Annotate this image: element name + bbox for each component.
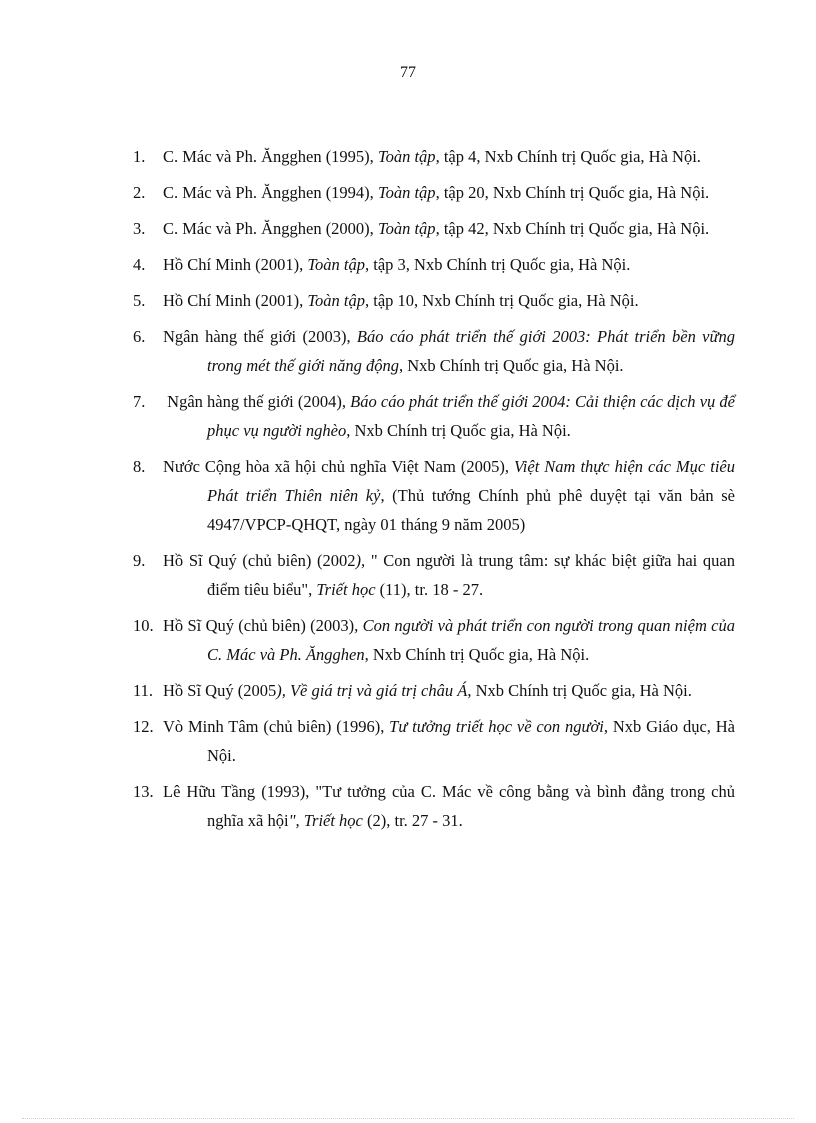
reference-number: 6. bbox=[133, 327, 146, 346]
reference-title: Báo cáo phát triển thế giới 2004: Cải thiện các dịch vụ để phục vụ người nghèo bbox=[207, 392, 736, 440]
reference-title: Toàn tập bbox=[377, 147, 436, 166]
reference-text: , tập 20, Nxb Chính trị Quốc gia, Hà Nội. bbox=[435, 183, 710, 202]
reference-number: 13. bbox=[133, 782, 154, 801]
reference-title: ), Về giá trị và giá trị châu Á bbox=[276, 681, 468, 700]
reference-item bbox=[133, 214, 735, 243]
reference-item bbox=[133, 250, 735, 279]
reference-title: Tư tưởng triết học về con người bbox=[389, 717, 604, 736]
reference-text: , Nxb Giáo dục, Hà Nội. bbox=[207, 717, 736, 765]
reference-title: Toàn tập bbox=[377, 183, 436, 202]
reference-number: 4. bbox=[133, 255, 146, 274]
reference-number: 7. bbox=[133, 392, 146, 411]
reference-item bbox=[133, 178, 735, 207]
reference-item bbox=[133, 712, 735, 770]
reference-item bbox=[133, 777, 735, 835]
reference-text: Hồ Sĩ Quý (chủ biên) (2003), bbox=[163, 616, 363, 635]
reference-text: Nước Cộng hòa xã hội chủ nghĩa Việt Nam (2005), bbox=[163, 457, 514, 476]
reference-text: Vò Minh Tâm (chủ biên) (1996), bbox=[163, 717, 390, 736]
reference-text: , (Thủ tướng Chính phủ phê duyệt tại văn bản sè 4947/VPCP-QHQT, ngày 01 tháng 9 năm 2005) bbox=[207, 486, 736, 534]
reference-text: C. Mác và Ph. Ăngghen (1994), bbox=[163, 183, 378, 202]
reference-title: ), bbox=[355, 551, 371, 570]
reference-text: C. Mác và Ph. Ăngghen (2000), bbox=[163, 219, 378, 238]
reference-text: , Nxb Chính trị Quốc gia, Hà Nội. bbox=[346, 421, 571, 440]
reference-number: 12. bbox=[133, 717, 154, 736]
reference-text: Hồ Sĩ Quý (2005 bbox=[163, 681, 277, 700]
reference-text: " Con người là trung tâm: sự khác biệt giữa hai quan điểm tiêu biểu", bbox=[207, 551, 736, 599]
reference-text: , Nxb Chính trị Quốc gia, Hà Nội. bbox=[364, 645, 590, 664]
reference-number: 1. bbox=[133, 147, 146, 166]
reference-item bbox=[133, 142, 735, 171]
reference-text: Lê Hữu Tầng (1993), "Tư tưởng của C. Mác về công bằng và bình đẳng trong chủ nghĩa xã hội bbox=[163, 782, 735, 830]
reference-journal: Triết học bbox=[316, 580, 376, 599]
reference-item bbox=[133, 676, 735, 705]
reference-number: 2. bbox=[133, 183, 146, 202]
reference-text: , tập 10, Nxb Chính trị Quốc gia, Hà Nội. bbox=[365, 291, 639, 310]
reference-title: Toàn tập bbox=[307, 291, 365, 310]
reference-text: (11), tr. 18 - 27. bbox=[375, 580, 484, 599]
reference-item bbox=[133, 546, 735, 604]
reference-item bbox=[133, 286, 735, 315]
reference-text: Hồ Chí Minh (2001), bbox=[163, 255, 308, 274]
reference-text: C. Mác và Ph. Ăngghen (1995), bbox=[163, 147, 378, 166]
reference-text: , tập 4, Nxb Chính trị Quốc gia, Hà Nội. bbox=[435, 147, 701, 166]
reference-list bbox=[133, 142, 735, 842]
reference-number: 9. bbox=[133, 551, 146, 570]
reference-title: Báo cáo phát triển thế giới 2003: Phát triển bền vững trong mét thế giới năng động bbox=[207, 327, 735, 375]
reference-item bbox=[133, 322, 735, 380]
reference-item bbox=[133, 611, 735, 669]
reference-text: , Nxb Chính trị Quốc gia, Hà Nội. bbox=[467, 681, 692, 700]
reference-title: Toàn tập bbox=[307, 255, 365, 274]
reference-number: 8. bbox=[133, 457, 146, 476]
reference-text: Ngân hàng thế giới (2003), bbox=[163, 327, 357, 346]
page-number: 77 bbox=[400, 64, 416, 81]
page-bottom-divider bbox=[22, 1118, 794, 1119]
reference-title: Việt Nam thực hiện các Mục tiêu Phát triển Thiên niên kỷ bbox=[207, 457, 735, 505]
reference-text: Hồ Sĩ Quý (chủ biên) (2002 bbox=[163, 551, 356, 570]
reference-text: , tập 42, Nxb Chính trị Quốc gia, Hà Nội. bbox=[435, 219, 710, 238]
reference-item bbox=[133, 452, 735, 539]
reference-number: 3. bbox=[133, 219, 146, 238]
reference-text: Ngân hàng thế giới (2004), bbox=[163, 392, 351, 411]
reference-text: (2), tr. 27 - 31. bbox=[362, 811, 463, 830]
reference-number: 11. bbox=[133, 681, 154, 700]
reference-title: Con người và phát triển con người trong quan niệm của C. Mác và Ph. Ăngghen bbox=[207, 616, 735, 664]
reference-title: ", Triết học bbox=[288, 811, 363, 830]
reference-item bbox=[133, 387, 735, 445]
reference-text: Hồ Chí Minh (2001), bbox=[163, 291, 308, 310]
reference-text: , tập 3, Nxb Chính trị Quốc gia, Hà Nội. bbox=[365, 255, 631, 274]
reference-title: Toàn tập bbox=[377, 219, 436, 238]
reference-text: , Nxb Chính trị Quốc gia, Hà Nội. bbox=[398, 356, 624, 375]
reference-number: 5. bbox=[133, 291, 146, 310]
reference-number: 10. bbox=[133, 616, 154, 635]
